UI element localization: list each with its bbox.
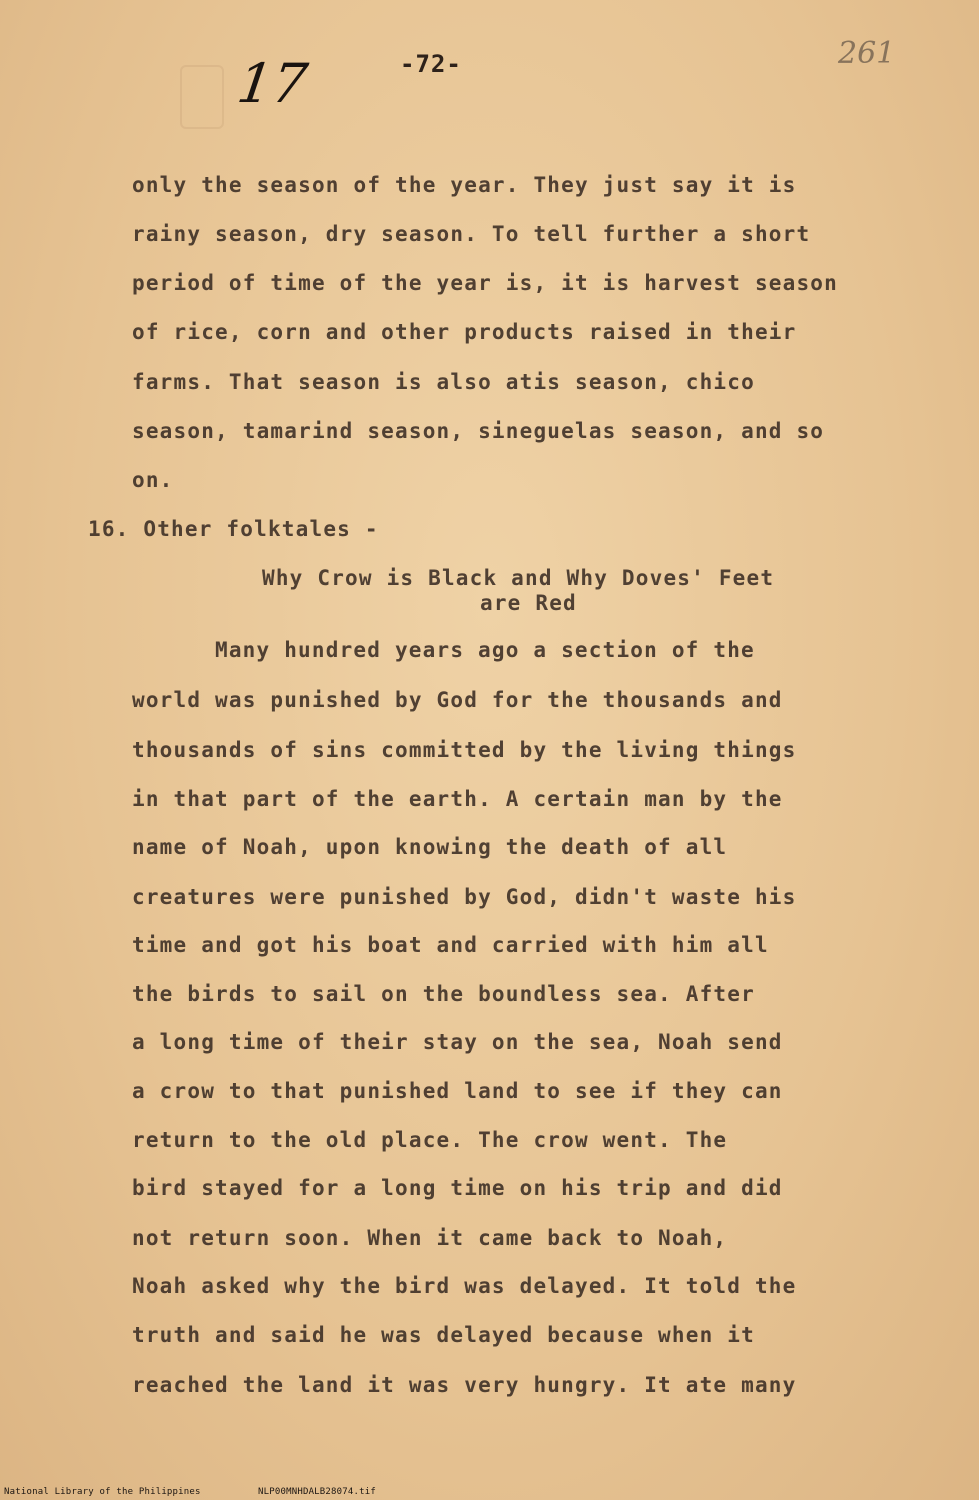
text-line: a crow to that punished land to see if they can	[132, 1079, 783, 1103]
pencil-page-number: 261	[838, 36, 896, 71]
text-line: in that part of the earth. A certain man by the	[132, 787, 783, 811]
text-line: period of time of the year is, it is harvest season	[132, 271, 838, 295]
text-line: reached the land it was very hungry. It ate many	[132, 1373, 797, 1397]
text-line: of rice, corn and other products raised in their	[132, 320, 797, 344]
text-line: the birds to sail on the boundless sea. After	[132, 982, 755, 1006]
text-line: a long time of their stay on the sea, Noah send	[132, 1030, 783, 1054]
handwritten-page-number: 17	[233, 52, 312, 115]
text-line: Many hundred years ago a section of the	[215, 638, 755, 662]
story-title-line2: are Red	[480, 591, 577, 615]
footer-library: National Library of the Philippines	[4, 1487, 201, 1497]
page-number: -72-	[400, 50, 462, 78]
text-line: truth and said he was delayed because when it	[132, 1323, 755, 1347]
text-line: not return soon. When it came back to Noah,	[132, 1226, 728, 1250]
text-line: creatures were punished by God, didn't waste his	[132, 885, 797, 909]
text-line: farms. That season is also atis season, chico	[132, 370, 755, 394]
text-line: world was punished by God for the thousands and	[132, 688, 783, 712]
text-line: return to the old place. The crow went. The	[132, 1128, 728, 1152]
faint-bleedthrough-mark	[180, 65, 224, 129]
text-line: rainy season, dry season. To tell further a short	[132, 222, 811, 246]
text-line: only the season of the year. They just say it is	[132, 173, 797, 197]
text-line: on.	[132, 468, 174, 492]
text-line: name of Noah, upon knowing the death of all	[132, 835, 728, 859]
text-line: time and got his boat and carried with him all	[132, 933, 769, 957]
text-line: Noah asked why the bird was delayed. It told the	[132, 1274, 797, 1298]
text-line: thousands of sins committed by the living things	[132, 738, 797, 762]
section-heading: 16. Other folktales -	[88, 517, 379, 541]
footer-file-id: NLP00MNHDALB28074.tif	[258, 1487, 376, 1497]
story-title-line1: Why Crow is Black and Why Doves' Feet	[262, 566, 775, 590]
text-line: season, tamarind season, sineguelas season, and so	[132, 419, 825, 443]
text-line: bird stayed for a long time on his trip and did	[132, 1176, 783, 1200]
